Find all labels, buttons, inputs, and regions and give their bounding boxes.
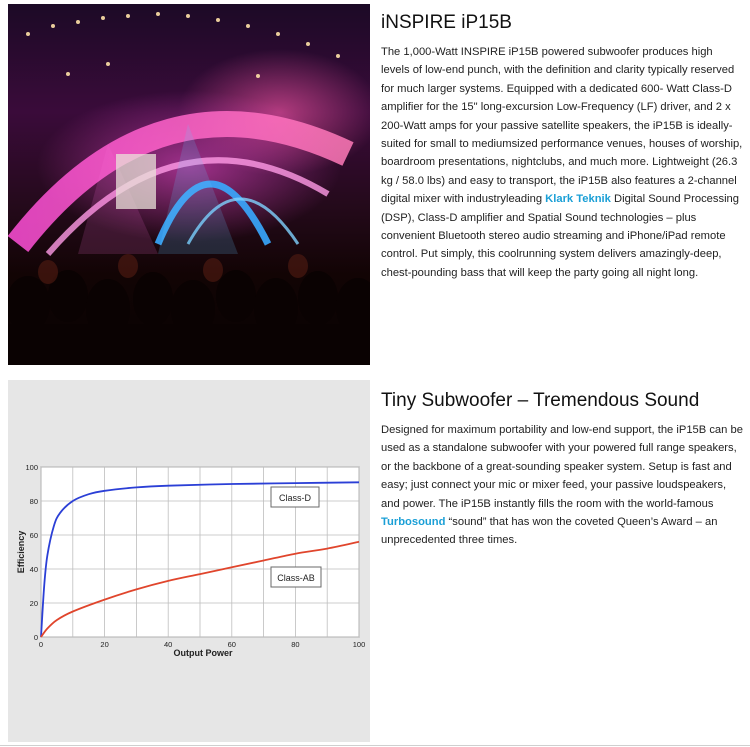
x-tick-label: 40 xyxy=(164,640,173,649)
y-tick-label: 40 xyxy=(29,565,38,574)
section2-body xyxy=(381,421,743,550)
section1-body-part2: Digital Sound Processing (DSP), Class-D amplifier and Spatial Sound technologies – plus convenient Bluetooth stereo audio streaming and iPhone/iPad remote control. Put simply, this coolrunning system delivers amazingly-deep, chest-pounding bass that will keep the party going all night long. xyxy=(381,193,739,279)
x-tick-label: 60 xyxy=(227,640,236,649)
y-tick-label: 80 xyxy=(29,497,38,506)
x-tick-label: 80 xyxy=(291,640,300,649)
x-tick-label: 20 xyxy=(100,640,109,649)
section1-body-part1: The 1,000-Watt INSPIRE iP15B powered subwoofer produces high levels of low-end punch, with the definition and clarity typically reserved for much larger systems. Equipped with a dedicated 600- Watt Class-D amplifier for the 15" long-excursion Low-Frequency (LF) driver, and 2 x 200-Watt amps for your passive satellite speakers, the iP15B is ideally-suited for small to mediumsized performance venues, houses of worship, boardroom presentations, nightclubs, and much more. Lightweight (26.3 kg / 58.0 lbs) and easy to transport, the iP15B also features a 2-channel digital mixer with industryleading xyxy=(381,46,743,206)
section1-body xyxy=(381,43,743,282)
turbosound-link[interactable]: Turbosound xyxy=(381,516,446,529)
y-tick-label: 60 xyxy=(29,531,38,540)
section2-title: Tiny Subwoofer – Tremendous Sound xyxy=(381,390,700,411)
y-tick-label: 0 xyxy=(33,633,38,642)
section1-title: iNSPIRE iP15B xyxy=(381,12,512,33)
concert-photo xyxy=(8,4,370,365)
legend-class-ab-label: Class-AB xyxy=(277,573,315,583)
y-axis-label: Efficiency xyxy=(16,530,26,574)
legend-class-d-label: Class-D xyxy=(278,493,312,503)
y-tick-label: 100 xyxy=(25,463,38,472)
concert-photo-art xyxy=(8,4,370,365)
x-tick-label: 100 xyxy=(352,640,366,649)
y-tick-label: 20 xyxy=(29,599,38,608)
x-tick-label: 0 xyxy=(38,640,44,649)
legend-class-d xyxy=(271,487,319,507)
section2-body-part1: Designed for maximum portability and low-end support, the iP15B can be used as a standalone subwoofer with your powered full range speakers, or the backbone of a great-sounding speaker system. Setup is fast and easy; just connect your mic or mixer feed, your passive loudspeakers, and power. The iP15B instantly fills the room with the world-famous xyxy=(381,424,743,510)
efficiency-chart xyxy=(8,380,370,742)
bottom-divider xyxy=(0,745,750,746)
section2-body-part2: “sound” that has won the coveted Queen’s Award – an unprecedented three times. xyxy=(381,516,718,547)
klark-teknik-link[interactable]: Klark Teknik xyxy=(545,193,611,206)
x-axis-label: Output Power xyxy=(173,648,233,658)
efficiency-chart-panel xyxy=(8,380,370,742)
legend-class-ab xyxy=(271,567,321,587)
